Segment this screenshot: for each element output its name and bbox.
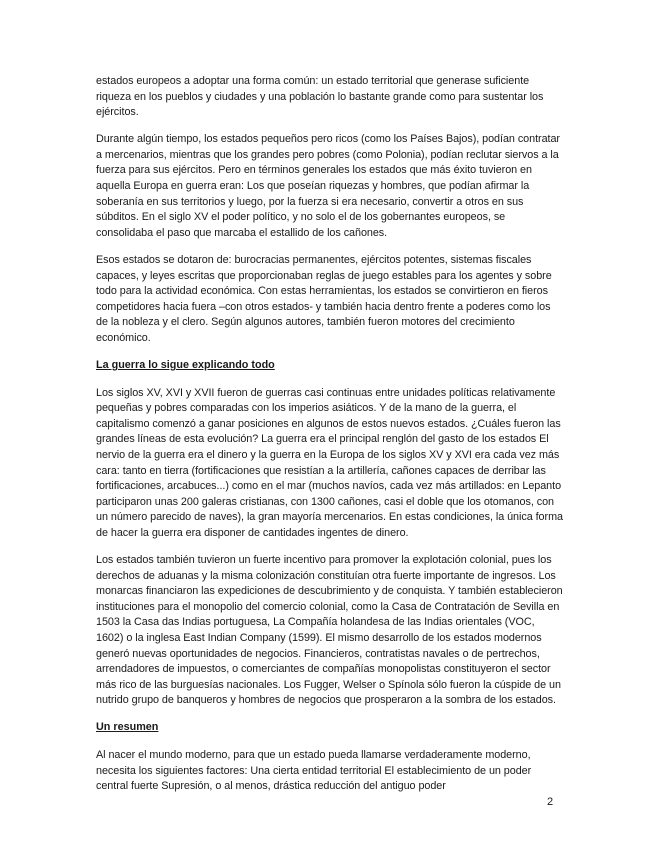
paragraph-state-tools: Esos estados se dotaron de: burocracias permanentes, ejércitos potentes, sistemas fiscales capaces, y leyes escritas que proporcionaban reglas de juego estables para los agentes y sobre todo para la actividad económica. Con estas herramientas, los estados se convirtieron en fieros competidores hacia fuera –con otros estados- y también hacia dentro frente a poderes como los de la nobleza y el clero. Según algunos autores, también fueron motores del crecimiento económico.: [96, 253, 552, 344]
paragraph-mercenaries: Durante algún tiempo, los estados pequeños pero ricos (como los Países Bajos), podían contratar a mercenarios, mientras que los grandes pero pobres (como Polonia), podían reclutar siervos a la fuerza para sus ejércitos. Pero en términos generales los estados que más éxito tuvieron en aquella Europa en guerra eran: Los que poseían riquezas y hombres, que podían afirmar la soberanía en sus territorios y luego, por la fuerza si era necesario, convertir a otros en sus súbditos. En el siglo XV el poder político, y no solo el de los gobernantes europeos, se consolidaba el paso que marcaba el estallido de los cañones.: [96, 133, 560, 239]
paragraph-colonial-exploitation: Los estados también tuvieron un fuerte incentivo para promover la explotación colonial, pues los derechos de aduanas y la misma colonización constituían otra fuerte importante de ingresos. Los monarcas financiaron las expediciones de descubrimiento y de conquista. Y también establecieron instituciones para el monopolio del comercio colonial, como la Casa de Contratación de Sevilla en 1503 la Casa das Indias portuguesa, La Compañía holandesa de las Indias orientales (VOC, 1602) o la inglesa East Indian Company (1599). El mismo desarrollo de los estados modernos generó nuevas oportunidades de negocios. Financieros, contratistas navales o de pertrechos, arrendadores de impuestos, o comerciantes de compañías monopolistas constituyeron el sector más rico de las burguesías nacionales. Los Fugger, Welser o Spínola sólo fueron la cúspide de un nutrido grupo de banqueros y hombres de negocios que prosperaron a la sombra de los estados.: [96, 554, 563, 707]
section-heading-summary: Un resumen: [96, 721, 159, 734]
document-page: [96, 74, 564, 806]
paragraph-intro-continuation: estados europeos a adoptar una forma común: un estado territorial que generase suficiente riqueza en los pueblos y ciudades y una población lo bastante grande como para sustentar los ejércitos.: [96, 75, 544, 119]
paragraph-summary: Al nacer el mundo moderno, para que un estado pueda llamarse verdaderamente moderno, necesita los siguientes factores: Una cierta entidad territorial El establecimiento de un poder central fuerte Supresión, o al menos, drástica reducción del antiguo poder: [96, 749, 532, 793]
section-heading-war: La guerra lo sigue explicando todo: [96, 359, 275, 371]
page-number: 2: [547, 796, 554, 808]
paragraph-war-centuries: Los siglos XV, XVI y XVII fueron de guerras casi continuas entre unidades políticas relativamente pequeñas y pobres comparadas con los imperios asiáticos. Y de la mano de la guerra, el capitalismo comenzó a ganar posiciones en algunos de estos nuevos estados. ¿Cuáles fueron las grandes líneas de esta evolución? La guerra era el principal renglón del gasto de los estados El nervio de la guerra era el dinero y la guerra en la Europa de los siglos XV y XVI era cada vez más cara: tanto en tierra (fortificaciones que resistían a la artillería, cañones capaces de derribar las fortificaciones, arcabuces...) como en el mar (muchos navíos, cada vez más artillados: en Lepanto participaron unas 200 galeras cristianas, con 1300 cañones, casi el doble que los otomanos, con un número parecido de naves), la gran mayoría mercenarios. En estas condiciones, la única forma de hacer la guerra era disponer de cantidades ingentes de dinero.: [96, 386, 563, 539]
